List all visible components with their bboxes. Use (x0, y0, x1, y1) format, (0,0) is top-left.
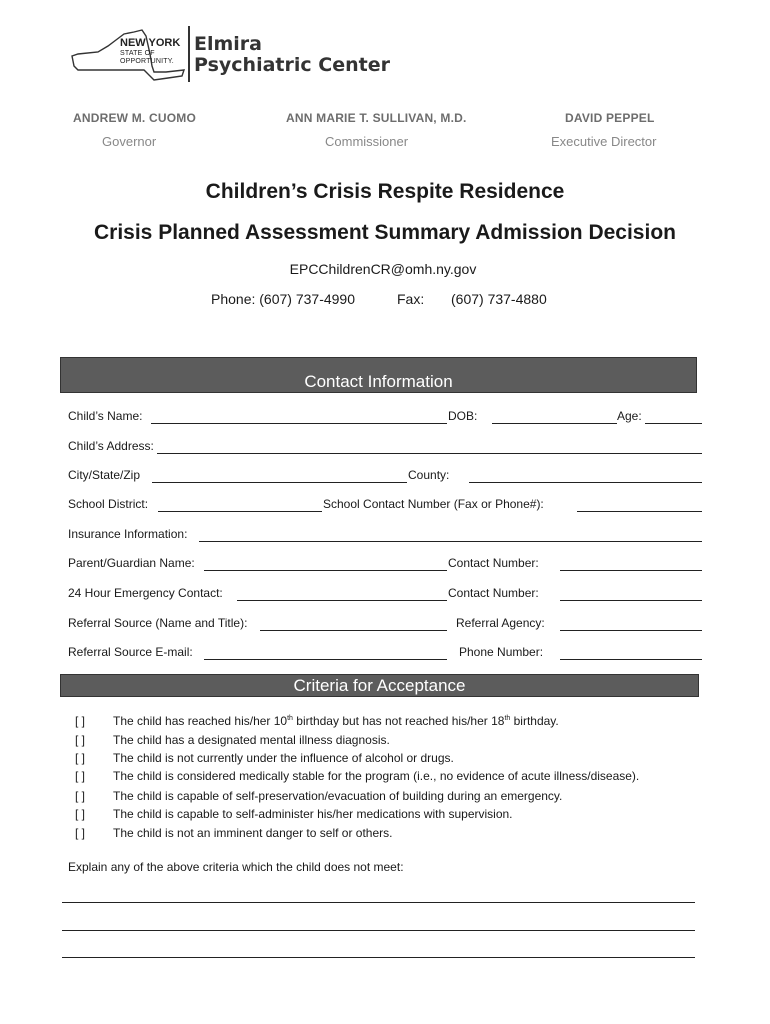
executive-director-title: Executive Director (551, 134, 657, 149)
criteria-header: Criteria for Acceptance (60, 674, 699, 697)
insurance-label: Insurance Information: (68, 527, 188, 541)
explain-line-1[interactable] (62, 902, 695, 903)
phone-label: Phone: (607) 737-4990 (211, 291, 355, 307)
explain-label: Explain any of the above criteria which the child does not meet: (68, 860, 404, 874)
parent-guardian-field[interactable] (204, 570, 447, 571)
commissioner-name: ANN MARIE T. SULLIVAN, M.D. (286, 111, 467, 125)
governor-name: ANDREW M. CUOMO (73, 111, 196, 125)
document-title: Children’s Crisis Respite Residence (205, 180, 565, 203)
dob-label: DOB: (448, 409, 478, 423)
childs-name-field[interactable] (151, 423, 447, 424)
contact-number-field[interactable] (560, 570, 702, 571)
phone-number-label: Phone Number: (459, 645, 544, 659)
criteria-item-3: The child is not currently under the influence of alcohol or drugs. (113, 751, 454, 765)
logo-new-york-text: NEW YORK (120, 37, 181, 49)
explain-line-2[interactable] (62, 930, 695, 931)
criteria-checkbox-1[interactable]: [ ] (75, 714, 86, 728)
school-contact-field[interactable] (577, 511, 702, 512)
emergency-contact-field[interactable] (237, 600, 447, 601)
criteria-item-4: The child is considered medically stable for the program (i.e., no evidence of acute illness/disease). (113, 769, 640, 783)
fax-label: Fax: (397, 291, 425, 307)
criteria-item-5: The child is capable of self-preservation/evacuation of building during an emergency. (113, 789, 563, 803)
executive-director-name: DAVID PEPPEL (565, 111, 655, 125)
city-state-zip-label: City/State/Zip (68, 468, 141, 482)
insurance-field[interactable] (199, 541, 702, 542)
criteria-item-1: The child has reached his/her 10th birthday but has not reached his/her 18th birthday. (113, 714, 559, 728)
referral-agency-field[interactable] (560, 630, 702, 631)
logo-name-line2: Psychiatric Center (194, 54, 390, 76)
logo-state-of-text: STATE OF (120, 50, 155, 57)
commissioner-title: Commissioner (325, 134, 409, 149)
referral-source-field[interactable] (260, 630, 447, 631)
school-contact-label: School Contact Number (Fax or Phone#): (323, 497, 544, 511)
age-field[interactable] (645, 423, 702, 424)
criteria-checkbox-7[interactable]: [ ] (75, 826, 86, 840)
childs-address-field[interactable] (157, 453, 702, 454)
criteria-checkbox-3[interactable]: [ ] (75, 751, 86, 765)
phone-number-field[interactable] (560, 659, 702, 660)
criteria-item-6: The child is capable to self-administer his/her medications with supervision. (113, 807, 513, 821)
emergency-contact-number-label: Contact Number: (448, 586, 539, 600)
parent-guardian-label: Parent/Guardian Name: (68, 556, 195, 570)
emergency-contact-number-field[interactable] (560, 600, 702, 601)
emergency-contact-label: 24 Hour Emergency Contact: (68, 586, 223, 600)
age-label: Age: (617, 409, 642, 423)
criteria-checkbox-6[interactable]: [ ] (75, 807, 86, 821)
childs-name-label: Child’s Name: (68, 409, 143, 423)
logo-name-line1: Elmira (194, 33, 262, 55)
contact-number-label: Contact Number: (448, 556, 539, 570)
referral-source-label: Referral Source (Name and Title): (68, 616, 248, 630)
criteria-checkbox-2[interactable]: [ ] (75, 733, 86, 747)
criteria-item-2: The child has a designated mental illness diagnosis. (113, 733, 390, 747)
explain-line-3[interactable] (62, 957, 695, 958)
logo-divider (188, 26, 190, 82)
contact-information-header: Contact Information (60, 357, 697, 393)
city-state-zip-field[interactable] (152, 482, 407, 483)
referral-agency-label: Referral Agency: (456, 616, 545, 630)
referral-email-field[interactable] (204, 659, 447, 660)
criteria-checkbox-5[interactable]: [ ] (75, 789, 86, 803)
logo-opportunity-text: OPPORTUNITY. (120, 58, 174, 65)
childs-address-label: Child’s Address: (68, 439, 154, 453)
governor-title: Governor (102, 134, 157, 149)
county-field[interactable] (469, 482, 702, 483)
criteria-checkbox-4[interactable]: [ ] (75, 769, 86, 783)
referral-email-label: Referral Source E-mail: (68, 645, 193, 659)
fax-number: (607) 737-4880 (451, 291, 547, 307)
school-district-label: School District: (68, 497, 149, 511)
contact-email: EPCChildrenCR@omh.ny.gov (289, 261, 477, 277)
county-label: County: (408, 468, 450, 482)
dob-field[interactable] (492, 423, 617, 424)
school-district-field[interactable] (158, 511, 322, 512)
document-subtitle: Crisis Planned Assessment Summary Admission Decision (94, 221, 676, 244)
criteria-item-7: The child is not an imminent danger to self or others. (113, 826, 393, 840)
